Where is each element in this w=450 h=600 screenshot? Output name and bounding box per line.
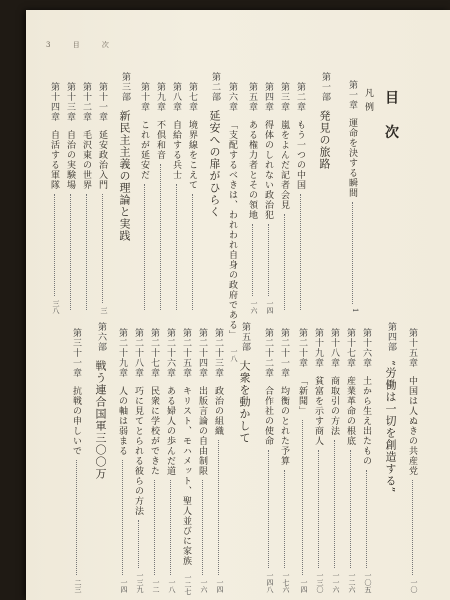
toc-part	[116, 72, 132, 252]
entry-number: 第十七章	[345, 328, 355, 368]
toc-entry	[344, 328, 357, 593]
entry-page: 一三〇	[316, 572, 324, 593]
part-title: 戦う連合国軍三〇〇万	[94, 360, 107, 480]
entry-number: 第十一章	[97, 82, 107, 122]
part-title: “労働は一切を創造する”	[384, 360, 397, 494]
entry-title: キリスト、モハメット、聖人並びに家族	[181, 386, 191, 566]
entry-number: 第二十四章	[197, 328, 207, 378]
entry-title: 自活する軍隊	[49, 130, 59, 190]
entry-page: 三八	[52, 300, 60, 314]
entry-number: 第二十七章	[149, 328, 159, 378]
entry-title: 民衆に学校ができた	[149, 386, 159, 476]
leader-dots	[76, 460, 77, 575]
leader-dots	[268, 224, 269, 296]
toc-entry	[64, 82, 77, 314]
entry-title: 商取引の方法	[329, 376, 339, 436]
entry-title: 貧富を示す商人	[313, 376, 323, 446]
toc-part	[92, 322, 108, 522]
leader-dots	[154, 480, 155, 575]
leader-dots	[350, 450, 351, 568]
entry-page: 一四八	[266, 572, 274, 593]
toc-entry	[278, 82, 291, 314]
toc-entry	[294, 82, 307, 314]
leader-dots	[70, 194, 71, 310]
leader-dots	[302, 420, 303, 575]
entry-page: 一一六	[332, 572, 340, 593]
toc-part	[236, 322, 252, 522]
entry-number: 第九章	[155, 82, 165, 112]
toc-entry	[406, 328, 419, 593]
toc-entry	[362, 80, 375, 292]
entry-number: 第二章	[295, 82, 305, 112]
entry-number: 第二十章	[297, 328, 307, 368]
entry-number: 第二十五章	[181, 328, 191, 378]
entry-page: 一〇五	[364, 572, 372, 593]
toc-part	[382, 322, 398, 522]
leader-dots	[318, 450, 319, 568]
entry-number: 第十章	[139, 82, 149, 112]
entry-title: 不倶和音	[155, 120, 165, 160]
leader-dots	[170, 480, 171, 575]
entry-number: 第十二章	[81, 82, 91, 122]
entry-page: 一二	[152, 579, 160, 593]
toc-entry	[48, 82, 61, 314]
entry-number: 第二十八章	[133, 328, 143, 378]
toc-part	[316, 72, 332, 232]
toc-entry	[328, 328, 341, 593]
toc-entry	[154, 82, 167, 314]
leader-dots	[86, 194, 87, 310]
entry-page: 一八	[168, 579, 176, 593]
part-number: 第二部	[210, 72, 220, 102]
entry-page: 一六	[200, 579, 208, 593]
book-page	[26, 10, 450, 600]
toc-entry	[278, 328, 291, 593]
leader-dots	[176, 184, 177, 310]
entry-title: 中国は人ぬきの共産党	[407, 376, 417, 476]
entry-number: 第六章	[227, 82, 237, 112]
toc-entry	[132, 328, 145, 593]
toc-entry	[80, 82, 93, 314]
entry-title: ある婦人の歩んだ道	[165, 386, 175, 476]
leader-dots	[160, 164, 161, 310]
entry-title: 均衡のとれた予算	[279, 386, 289, 466]
entry-page: 一四	[120, 579, 128, 593]
toc-entry	[296, 328, 309, 593]
toc-entry	[186, 82, 199, 314]
entry-number: 第二十三章	[213, 328, 223, 378]
leader-dots	[284, 470, 285, 568]
toc-title: 目 次	[383, 90, 399, 147]
toc-entry	[262, 328, 275, 593]
entry-number: 第十八章	[329, 328, 339, 368]
entry-page: 一二七	[184, 574, 192, 595]
entry-title: 合作社の使命	[263, 386, 273, 446]
entry-number: 第七章	[187, 82, 197, 112]
entry-title: 「支配するべきは、われわれ自身の政府である」	[227, 120, 237, 340]
leader-dots	[412, 480, 413, 575]
toc-entry	[180, 328, 193, 593]
entry-number: 第二十九章	[117, 328, 127, 378]
entry-page: 三	[100, 307, 108, 314]
entry-number: 第十六章	[361, 328, 371, 368]
toc-entry	[360, 328, 373, 593]
leader-dots	[192, 194, 193, 310]
leader-dots	[102, 194, 103, 303]
toc-entry	[212, 328, 225, 593]
entry-title: 得体のしれない政治犯	[263, 120, 273, 220]
entry-page: 一四	[300, 579, 308, 593]
part-title: 新民主主義の理論と実践	[118, 110, 131, 242]
entry-number: 第十五章	[407, 328, 417, 368]
leader-dots	[352, 202, 353, 304]
entry-title: 土から生え出たもの	[361, 376, 371, 466]
leader-dots	[300, 194, 301, 310]
entry-title: 「新聞」	[297, 376, 307, 416]
entry-title: 出版言論の自由制限	[197, 386, 207, 476]
entry-title: 運命を決する瞬間	[347, 118, 357, 198]
leader-dots	[54, 194, 55, 296]
entry-page: 一八	[230, 348, 238, 362]
entry-title: ある権力者とその領地	[247, 120, 257, 220]
toc-entry	[138, 82, 151, 314]
entry-number: 第四章	[263, 82, 273, 112]
entry-page: 一四	[216, 579, 224, 593]
entry-title: 境界線をこえて	[187, 120, 197, 190]
entry-number: 第十四章	[49, 82, 59, 122]
entry-page: 一二六	[348, 572, 356, 593]
toc-entry	[196, 328, 209, 593]
toc-entry	[164, 328, 177, 593]
entry-title: 嵐をよんだ記者会見	[279, 120, 289, 210]
leader-dots	[284, 214, 285, 310]
toc-entry	[246, 82, 259, 314]
part-number: 第六部	[96, 322, 106, 352]
toc-entry	[226, 82, 239, 362]
toc-entry	[96, 82, 109, 314]
entry-title: 産業革命の根底	[345, 376, 355, 446]
entry-title: 抗戦の申しいで	[71, 386, 81, 456]
entry-number: 第三章	[279, 82, 289, 112]
leader-dots	[334, 440, 335, 568]
entry-page: 一七六	[282, 572, 290, 593]
leader-dots	[122, 460, 123, 575]
entry-number: 第十九章	[313, 328, 323, 368]
entry-title: 巧に見てとられる彼らの方法	[133, 386, 143, 516]
entry-title: 人の軸は弱まる	[117, 386, 127, 456]
entry-page: 一三九	[136, 572, 144, 593]
entry-title: 凡 例	[363, 88, 373, 112]
toc-entry	[346, 80, 359, 312]
entry-page: 二三	[74, 579, 82, 593]
leader-dots	[144, 184, 145, 310]
toc-entry	[170, 82, 183, 314]
leader-dots	[218, 440, 219, 575]
entry-number: 第二十一章	[279, 328, 289, 378]
toc-entry	[148, 328, 161, 593]
entry-page: 一〇	[410, 579, 418, 593]
entry-number: 第十三章	[65, 82, 75, 122]
leader-dots	[202, 480, 203, 575]
entry-number: 第二十二章	[263, 328, 273, 378]
part-number: 第五部	[240, 322, 250, 352]
part-number: 第一部	[320, 72, 330, 102]
leader-dots	[138, 520, 139, 568]
entry-number: 第三十一章	[71, 328, 81, 378]
toc-part	[206, 72, 222, 252]
part-number: 第三部	[120, 72, 130, 102]
entry-title: 毛沢東の世界	[81, 130, 91, 190]
entry-page: 一六	[250, 300, 258, 314]
entry-title: もう一つの中国	[295, 120, 305, 190]
leader-dots	[268, 450, 269, 568]
entry-number: 第一章	[347, 80, 357, 110]
entry-page: 1	[351, 307, 359, 312]
running-header: 3 目 次	[46, 41, 119, 49]
toc-entry	[116, 328, 129, 593]
part-title: 延安への扉がひらく	[208, 110, 221, 218]
entry-page: 一四	[266, 300, 274, 314]
entry-number: 第五章	[247, 82, 257, 112]
entry-number: 第二十六章	[165, 328, 175, 378]
leader-dots	[366, 470, 367, 568]
part-title: 大衆を動かして	[238, 360, 251, 444]
entry-title: これが延安だ	[139, 120, 149, 180]
entry-title: 自給する兵士	[171, 120, 181, 180]
entry-title: 自治の実験場	[65, 130, 75, 190]
entry-title: 政治の組織	[213, 386, 223, 436]
entry-number: 第八章	[171, 82, 181, 112]
leader-dots	[252, 224, 253, 296]
toc-entry	[312, 328, 325, 593]
part-number: 第四部	[386, 322, 396, 352]
toc-entry	[70, 328, 83, 593]
toc-entry	[262, 82, 275, 314]
entry-title: 延安政治入門	[97, 130, 107, 190]
part-title: 発見の旅路	[318, 110, 331, 170]
